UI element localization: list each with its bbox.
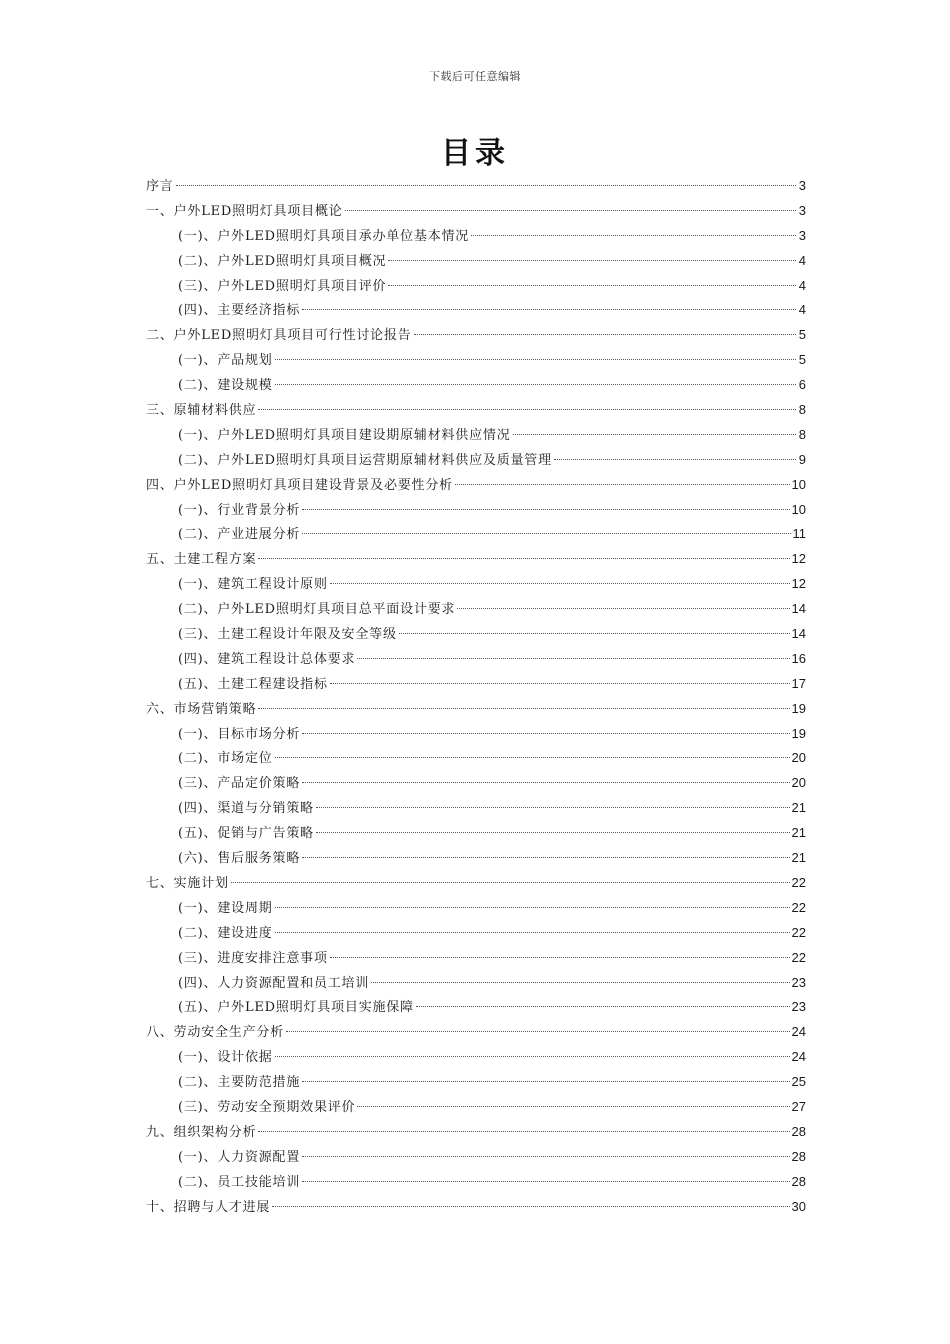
toc-section-entry[interactable]	[146, 697, 806, 722]
toc-entry-label: (二)、户外LED照明灯具项目运营期原辅材料供应及质量管理	[178, 452, 552, 468]
toc-page-number: 3	[798, 227, 806, 243]
toc-dot-leader	[302, 733, 789, 734]
toc-entry-label: (四)、渠道与分销策略	[178, 801, 314, 817]
toc-subsection-entry[interactable]	[146, 846, 806, 871]
toc-dot-leader	[345, 210, 796, 211]
toc-section-entry[interactable]	[146, 174, 806, 199]
toc-page-number: 23	[791, 999, 806, 1015]
toc-page-number: 25	[791, 1074, 806, 1090]
toc-page-number: 14	[791, 601, 806, 617]
toc-page-number: 20	[791, 750, 806, 766]
toc-entry-label: (一)、设计依据	[178, 1050, 273, 1066]
toc-subsection-entry[interactable]	[146, 796, 806, 821]
toc-page-number: 19	[791, 725, 806, 741]
toc-page-number: 6	[798, 377, 806, 393]
toc-dot-leader	[258, 1131, 789, 1132]
toc-page-number: 12	[791, 551, 806, 567]
toc-section-entry[interactable]	[146, 398, 806, 423]
toc-subsection-entry[interactable]	[146, 249, 806, 274]
toc-page-number: 28	[791, 1123, 806, 1139]
toc-dot-leader	[388, 285, 796, 286]
toc-entry-label: (四)、建筑工程设计总体要求	[178, 651, 356, 667]
toc-dot-leader	[554, 459, 796, 460]
toc-entry-label: (三)、产品定价策略	[178, 776, 301, 792]
toc-entry-label: 五、土建工程方案	[146, 552, 257, 568]
toc-dot-leader	[286, 1031, 790, 1032]
toc-subsection-entry[interactable]	[146, 522, 806, 547]
toc-page-number: 23	[791, 974, 806, 990]
toc-dot-leader	[231, 882, 790, 883]
toc-page-number: 22	[791, 874, 806, 890]
toc-dot-leader	[302, 309, 796, 310]
toc-dot-leader	[457, 608, 789, 609]
toc-subsection-entry[interactable]	[146, 1095, 806, 1120]
toc-dot-leader	[471, 235, 796, 236]
toc-page-number: 21	[791, 800, 806, 816]
toc-page-number: 11	[792, 526, 806, 542]
toc-subsection-entry[interactable]	[146, 298, 806, 323]
toc-entry-label: (二)、户外LED照明灯具项目总平面设计要求	[178, 602, 456, 618]
toc-subsection-entry[interactable]	[146, 373, 806, 398]
toc-dot-leader	[302, 1081, 789, 1082]
toc-dot-leader	[302, 509, 789, 510]
toc-subsection-entry[interactable]	[146, 946, 806, 971]
toc-subsection-entry[interactable]	[146, 771, 806, 796]
toc-entry-label: 十、招聘与人才进展	[146, 1199, 271, 1215]
toc-section-entry[interactable]	[146, 547, 806, 572]
toc-section-entry[interactable]	[146, 199, 806, 224]
toc-subsection-entry[interactable]	[146, 672, 806, 697]
toc-entry-label: 三、原辅材料供应	[146, 403, 257, 419]
toc-entry-label: (二)、员工技能培训	[178, 1174, 301, 1190]
toc-entry-label: (二)、建设规模	[178, 378, 273, 394]
toc-section-entry[interactable]	[146, 1020, 806, 1045]
toc-subsection-entry[interactable]	[146, 921, 806, 946]
toc-subsection-entry[interactable]	[146, 1170, 806, 1195]
toc-page-number: 24	[791, 1024, 806, 1040]
toc-entry-label: (六)、售后服务策略	[178, 851, 301, 867]
toc-page-number: 12	[791, 576, 806, 592]
header-note: 下载后可任意编辑	[429, 70, 521, 83]
toc-entry-label: (一)、户外LED照明灯具项目承办单位基本情况	[178, 228, 470, 244]
toc-page-number: 28	[791, 1173, 806, 1189]
toc-section-entry[interactable]	[146, 1195, 806, 1220]
toc-entry-label: (三)、土建工程设计年限及安全等级	[178, 627, 397, 643]
toc-dot-leader	[414, 334, 796, 335]
toc-subsection-entry[interactable]	[146, 746, 806, 771]
toc-dot-leader	[513, 434, 797, 435]
toc-entry-label: (一)、建设周期	[178, 900, 273, 916]
toc-entry-label: (五)、促销与广告策略	[178, 826, 314, 842]
toc-page-number: 21	[791, 850, 806, 866]
toc-page-number: 10	[791, 501, 806, 517]
toc-dot-leader	[302, 1181, 789, 1182]
toc-dot-leader	[330, 957, 790, 958]
toc-subsection-entry[interactable]	[146, 622, 806, 647]
toc-dot-leader	[258, 558, 789, 559]
toc-subsection-entry[interactable]	[146, 821, 806, 846]
toc-entry-label: 二、户外LED照明灯具项目可行性讨论报告	[146, 328, 412, 344]
toc-entry-label: 七、实施计划	[146, 875, 229, 891]
toc-section-entry[interactable]	[146, 473, 806, 498]
toc-entry-label: (四)、人力资源配置和员工培训	[178, 975, 370, 991]
toc-dot-leader	[258, 708, 789, 709]
toc-subsection-entry[interactable]	[146, 1045, 806, 1070]
toc-subsection-entry[interactable]	[146, 1145, 806, 1170]
toc-entry-label: 四、户外LED照明灯具项目建设背景及必要性分析	[146, 477, 453, 493]
toc-dot-leader	[416, 1006, 790, 1007]
toc-entry-label: (一)、建筑工程设计原则	[178, 577, 328, 593]
toc-page-number: 9	[798, 451, 806, 467]
toc-entry-label: (一)、产品规划	[178, 353, 273, 369]
toc-page-number: 22	[791, 924, 806, 940]
toc-dot-leader	[357, 1106, 789, 1107]
toc-entry-label: (一)、户外LED照明灯具项目建设期原辅材料供应情况	[178, 427, 511, 443]
toc-entry-label: (三)、户外LED照明灯具项目评价	[178, 278, 387, 294]
toc-entry-label: (二)、户外LED照明灯具项目概况	[178, 253, 387, 269]
toc-entry-label: 八、劳动安全生产分析	[146, 1025, 285, 1041]
toc-entry-label: (四)、主要经济指标	[178, 303, 301, 319]
toc-entry-label: (三)、劳动安全预期效果评价	[178, 1099, 356, 1115]
toc-page-number: 4	[798, 277, 806, 293]
toc-page-number: 3	[798, 178, 806, 193]
toc-subsection-entry[interactable]	[146, 971, 806, 996]
toc-dot-leader	[316, 807, 790, 808]
toc-page-number: 17	[791, 675, 806, 691]
toc-subsection-entry[interactable]	[146, 224, 806, 249]
toc-page-number: 22	[791, 899, 806, 915]
toc-page-number: 14	[791, 626, 806, 642]
toc-subsection-entry[interactable]	[146, 1070, 806, 1095]
toc-subsection-entry[interactable]	[146, 995, 806, 1020]
toc-dot-leader	[316, 832, 790, 833]
toc-entry-label: (三)、进度安排注意事项	[178, 950, 328, 966]
toc-subsection-entry[interactable]	[146, 722, 806, 747]
toc-dot-leader	[176, 185, 796, 186]
toc-title: 目录	[441, 136, 509, 171]
toc-section-entry[interactable]	[146, 1120, 806, 1145]
toc-entry-label: (二)、市场定位	[178, 751, 273, 767]
toc-subsection-entry[interactable]	[146, 274, 806, 299]
toc-dot-leader	[275, 384, 796, 385]
toc-dot-leader	[258, 409, 796, 410]
toc-subsection-entry[interactable]	[146, 647, 806, 672]
toc-page-number: 27	[791, 1098, 806, 1114]
toc-subsection-entry[interactable]	[146, 448, 806, 473]
toc-subsection-entry[interactable]	[146, 597, 806, 622]
toc-page-number: 4	[798, 252, 806, 268]
toc-entry-label: (五)、户外LED照明灯具项目实施保障	[178, 1000, 414, 1016]
toc-page-number: 30	[791, 1198, 806, 1214]
toc-entry-label: 一、户外LED照明灯具项目概论	[146, 203, 343, 219]
toc-dot-leader	[357, 658, 789, 659]
toc-entry-label: (五)、土建工程建设指标	[178, 676, 328, 692]
toc-subsection-entry[interactable]	[146, 348, 806, 373]
toc-entry-label: 序言	[146, 179, 174, 194]
toc-entry-label: (一)、人力资源配置	[178, 1149, 301, 1165]
toc-subsection-entry[interactable]	[146, 572, 806, 597]
toc-page-number: 21	[791, 825, 806, 841]
toc-page-number: 8	[798, 426, 806, 442]
toc-entry-label: (一)、目标市场分析	[178, 726, 301, 742]
toc-entry-label: 六、市场营销策略	[146, 701, 257, 717]
toc-dot-leader	[330, 683, 790, 684]
toc-dot-leader	[330, 583, 790, 584]
toc-dot-leader	[272, 1206, 789, 1207]
toc-dot-leader	[399, 633, 790, 634]
toc-dot-leader	[371, 982, 789, 983]
toc-dot-leader	[302, 857, 789, 858]
toc-entry-label: (一)、行业背景分析	[178, 502, 301, 518]
toc-page-number: 20	[791, 775, 806, 791]
toc-subsection-entry[interactable]	[146, 896, 806, 921]
toc-dot-leader	[302, 533, 790, 534]
table-of-contents	[146, 174, 806, 1219]
toc-dot-leader	[302, 1156, 789, 1157]
toc-dot-leader	[455, 484, 790, 485]
toc-dot-leader	[275, 1056, 790, 1057]
toc-page-number: 16	[791, 650, 806, 666]
toc-page-number: 3	[798, 202, 806, 218]
toc-dot-leader	[302, 782, 789, 783]
toc-dot-leader	[388, 260, 796, 261]
toc-page-number: 8	[798, 402, 806, 418]
toc-page-number: 4	[798, 302, 806, 318]
toc-page-number: 5	[798, 352, 806, 368]
toc-page-number: 5	[798, 327, 806, 343]
toc-section-entry[interactable]	[146, 871, 806, 896]
toc-dot-leader	[275, 932, 790, 933]
toc-page-number: 28	[791, 1148, 806, 1164]
toc-entry-label: (二)、建设进度	[178, 925, 273, 941]
toc-page-number: 24	[791, 1049, 806, 1065]
toc-page-number: 10	[791, 476, 806, 492]
toc-page-number: 19	[791, 700, 806, 716]
toc-entry-label: (二)、产业进展分析	[178, 527, 301, 543]
toc-subsection-entry[interactable]	[146, 423, 806, 448]
toc-section-entry[interactable]	[146, 323, 806, 348]
toc-entry-label: 九、组织架构分析	[146, 1124, 257, 1140]
toc-entry-label: (二)、主要防范措施	[178, 1075, 301, 1091]
toc-dot-leader	[275, 907, 790, 908]
toc-page-number: 22	[791, 949, 806, 965]
toc-dot-leader	[275, 757, 790, 758]
toc-subsection-entry[interactable]	[146, 498, 806, 523]
toc-dot-leader	[275, 359, 796, 360]
